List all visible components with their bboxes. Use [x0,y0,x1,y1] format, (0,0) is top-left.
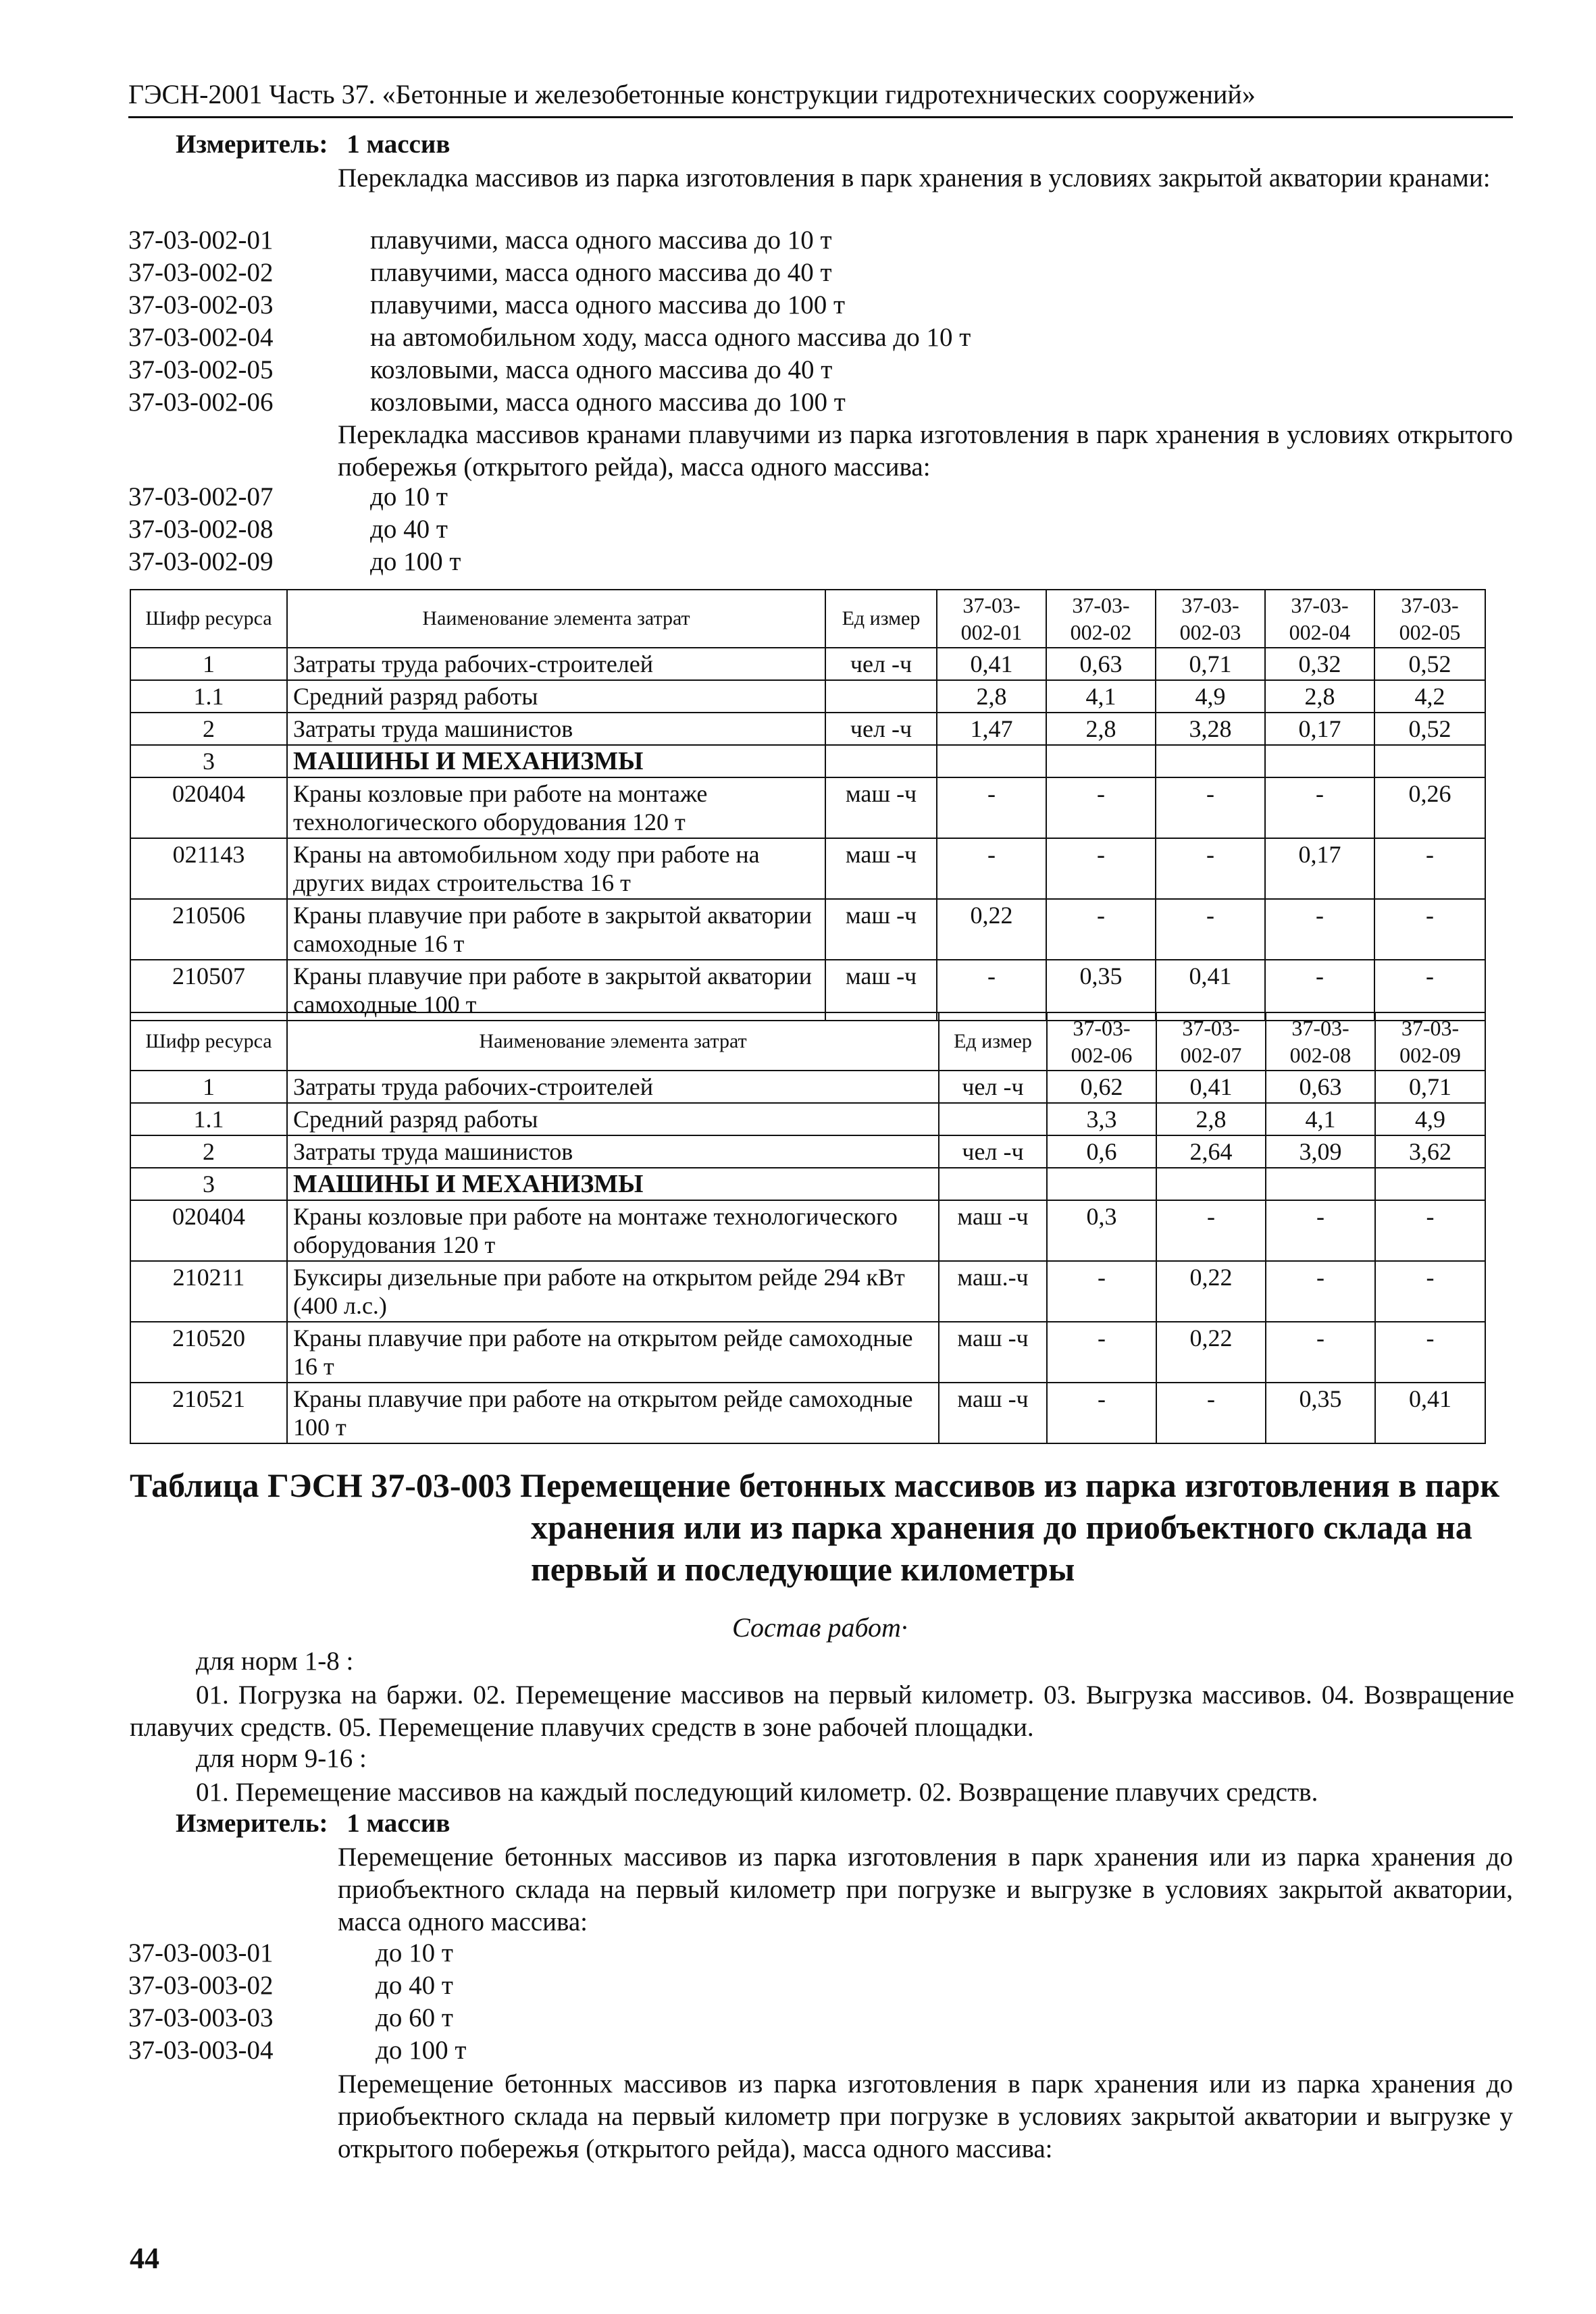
table-row [130,1135,1485,1168]
value-cell: - [1266,1261,1375,1322]
unit-cell: маш -ч [825,960,937,1021]
cost-element-name: Краны плавучие при работе на открытом рейде самоходные 100 т [287,1383,939,1443]
resource-code: 1 [130,648,287,680]
cost-element-name: Затраты труда машинистов [287,713,825,745]
value-cell: 0,63 [1046,648,1156,680]
norms-text-2: 01. Перемещение массивов на каждый последующий километр. 02. Возвращение плавучих средств. [196,1778,1318,1807]
value-cell: - [1047,1261,1156,1322]
table-row [130,1322,1485,1383]
unit-cell [939,1168,1047,1200]
item-code: 37-03-002-03 [128,290,274,319]
header-unit: Ед измер [939,1012,1047,1071]
table-row [130,777,1485,838]
item-text: плавучими, масса одного массива до 100 т [370,290,846,319]
value-cell: - [1046,777,1156,838]
value-cell [1156,745,1265,777]
value-cell: 4,1 [1046,680,1156,713]
resource-table-1 [130,589,1486,1021]
table-row [130,648,1485,680]
value-cell: 0,17 [1265,713,1374,745]
cost-element-name: Краны плавучие при работе в закрытой акватории самоходные 16 т [287,899,825,960]
table-row [130,745,1485,777]
item-code: 37-03-002-07 [128,482,274,511]
value-cell: 0,52 [1374,713,1485,745]
item-text: до 40 т [376,1971,453,2000]
value-cell [1156,1168,1266,1200]
value-cell: 0,62 [1047,1071,1156,1103]
cost-element-name: МАШИНЫ И МЕХАНИЗМЫ [287,745,825,777]
value-cell: - [937,960,1046,1021]
header-norm: 37-03- 002-05 [1374,590,1485,648]
value-cell: - [1047,1383,1156,1443]
item-text: до 40 т [370,515,448,544]
value-cell: 0,41 [937,648,1046,680]
value-cell: 0,6 [1047,1135,1156,1168]
unit-cell: чел -ч [825,713,937,745]
header-norm: 37-03- 002-09 [1375,1012,1485,1071]
section-title-line-1: Таблица ГЭСН 37-03-003 Перемещение бетонных массивов из парка изготовления в парк [130,1466,1500,1504]
value-cell: 3,3 [1047,1103,1156,1135]
resource-code: 210520 [130,1322,287,1383]
resource-code: 020404 [130,1200,287,1261]
value-cell: - [1156,899,1265,960]
item-code: 37-03-002-05 [128,355,274,384]
resource-code: 210211 [130,1261,287,1322]
intro-paragraph-2: Перекладка массивов кранами плавучими из парка изготовления в парк хранения в условиях открытого побережья (открытого рейда), масса одного массива: [338,420,1513,482]
resource-code: 2 [130,1135,287,1168]
item-code: 37-03-002-02 [128,258,274,287]
value-cell: 0,35 [1266,1383,1375,1443]
table-row [130,1261,1485,1322]
value-cell: - [1266,1322,1375,1383]
value-cell: 2,64 [1156,1135,1266,1168]
page-number: 44 [130,2242,159,2275]
unit-cell: маш -ч [825,899,937,960]
resource-code: 020404 [130,777,287,838]
resource-code: 1.1 [130,680,287,713]
item-code: 37-03-002-09 [128,547,274,576]
value-cell: - [1375,1200,1485,1261]
header-name: Наименование элемента затрат [287,590,825,648]
measure-label: Измеритель: [176,1809,328,1838]
value-cell: 0,32 [1265,648,1374,680]
resource-code: 1 [130,1071,287,1103]
value-cell: 0,41 [1156,960,1265,1021]
value-cell: - [1265,777,1374,838]
value-cell: 4,1 [1266,1103,1375,1135]
composition-heading: Состав работ· [732,1612,908,1643]
item-text: до 60 т [376,2003,453,2032]
item-code: 37-03-003-01 [128,1938,274,1968]
value-cell: 0,22 [937,899,1046,960]
table-row [130,680,1485,713]
value-cell: 3,28 [1156,713,1265,745]
section-title-line-3: первый и последующие километры [531,1550,1075,1588]
resource-code: 021143 [130,838,287,899]
cost-element-name: Средний разряд работы [287,680,825,713]
cost-element-name: Затраты труда рабочих-строителей [287,648,825,680]
item-code: 37-03-003-03 [128,2003,274,2032]
intro-paragraph-3: Перемещение бетонных массивов из парка изготовления в парк хранения или из парка хранения до приобъектного склада на первый километр при погрузке и выгрузке в условиях закрытой акватории, масса одного массива: [338,1843,1513,1936]
value-cell: - [1156,777,1265,838]
item-text: плавучими, масса одного массива до 10 т [370,226,832,255]
item-text: до 10 т [370,482,448,511]
unit-cell [825,680,937,713]
norms-label-2: для норм 9-16 : [196,1744,367,1773]
norms-text-1: 01. Погрузка на баржи. 02. Перемещение массивов на первый километр. 03. Выгрузка массивов. 04. Возвращение плавучих средств. 05. Перемещение плавучих средств в зоне рабочей площадки. [130,1680,1514,1742]
intro-paragraph-1: Перекладка массивов из парка изготовления в парк хранения в условиях закрытой акватории кранами: [338,163,1491,192]
value-cell: 4,9 [1375,1103,1485,1135]
value-cell [1374,745,1485,777]
norms-label-1: для норм 1-8 : [196,1647,354,1676]
header-name: Наименование элемента затрат [287,1012,939,1071]
measure-line-2 [176,1809,450,1839]
value-cell: 0,35 [1046,960,1156,1021]
value-cell: - [1156,1200,1266,1261]
intro-paragraph-4: Перемещение бетонных массивов из парка изготовления в парк хранения или из парка хранения до приобъектного склада на первый километр при погрузке в условиях закрытой акватории и выгрузке у открытого побережья (открытого рейда), масса одного массива: [338,2069,1513,2163]
resource-table-2 [130,1012,1486,1444]
cost-element-name: Средний разряд работы [287,1103,939,1135]
item-code: 37-03-002-01 [128,226,274,255]
value-cell: 0,22 [1156,1322,1266,1383]
value-cell: 2,8 [937,680,1046,713]
value-cell [1266,1168,1375,1200]
value-cell: 2,8 [1156,1103,1266,1135]
value-cell: - [1374,838,1485,899]
header-code: Шифр ресурса [130,590,287,648]
measure-value: 1 массив [346,130,451,159]
cost-element-name: Буксиры дизельные при работе на открытом рейде 294 кВт (400 л.с.) [287,1261,939,1322]
value-cell: - [1046,838,1156,899]
measure-line-1 [176,130,450,159]
cost-element-name: Краны на автомобильном ходу при работе на других видах строительства 16 т [287,838,825,899]
measure-label: Измеритель: [176,130,328,159]
value-cell: 0,17 [1265,838,1374,899]
header-rule [128,116,1513,118]
value-cell [1265,745,1374,777]
cost-element-name: Затраты труда машинистов [287,1135,939,1168]
value-cell: - [1047,1322,1156,1383]
table-row [130,1071,1485,1103]
value-cell: 0,71 [1375,1071,1485,1103]
item-text: козловыми, масса одного массива до 40 т [370,355,833,384]
value-cell: 4,9 [1156,680,1265,713]
value-cell [937,745,1046,777]
unit-cell: чел -ч [825,648,937,680]
value-cell: - [1156,838,1265,899]
value-cell: 2,8 [1265,680,1374,713]
cost-element-name: Краны козловые при работе на монтаже технологического оборудования 120 т [287,1200,939,1261]
value-cell: - [1046,899,1156,960]
unit-cell [939,1103,1047,1135]
item-text: до 100 т [370,547,461,576]
table-row [130,713,1485,745]
value-cell: 0,71 [1156,648,1265,680]
cost-element-name: Краны козловые при работе на монтаже технологического оборудования 120 т [287,777,825,838]
header-norm: 37-03- 002-01 [937,590,1046,648]
value-cell: 0,41 [1156,1071,1266,1103]
unit-cell: маш -ч [825,838,937,899]
value-cell: 0,41 [1375,1383,1485,1443]
resource-code: 3 [130,1168,287,1200]
value-cell: - [1265,899,1374,960]
cost-element-name: МАШИНЫ И МЕХАНИЗМЫ [287,1168,939,1200]
header-norm: 37-03- 002-04 [1265,590,1374,648]
value-cell: 0,63 [1266,1071,1375,1103]
header-norm: 37-03- 002-08 [1266,1012,1375,1071]
value-cell: 3,09 [1266,1135,1375,1168]
header-norm: 37-03- 002-02 [1046,590,1156,648]
item-text: плавучими, масса одного массива до 40 т [370,258,832,287]
unit-cell [825,745,937,777]
table-row [130,1383,1485,1443]
unit-cell: маш -ч [939,1383,1047,1443]
value-cell: 0,22 [1156,1261,1266,1322]
table-row [130,1103,1485,1135]
resource-code: 210507 [130,960,287,1021]
value-cell: - [1265,960,1374,1021]
running-header: ГЭСН-2001 Часть 37. «Бетонные и железобетонные конструкции гидротехнических сооружений» [128,79,1256,109]
header-norm: 37-03- 002-03 [1156,590,1265,648]
item-text: до 100 т [376,2036,467,2065]
unit-cell: чел -ч [939,1071,1047,1103]
value-cell: 0,52 [1374,648,1485,680]
measure-value: 1 массив [346,1809,451,1838]
table-header-row [130,590,1485,648]
value-cell [1047,1168,1156,1200]
item-text: козловыми, масса одного массива до 100 т [370,388,846,417]
cost-element-name: Затраты труда рабочих-строителей [287,1071,939,1103]
unit-cell: маш -ч [939,1200,1047,1261]
resource-code: 1.1 [130,1103,287,1135]
item-code: 37-03-003-02 [128,1971,274,2000]
unit-cell: чел -ч [939,1135,1047,1168]
table-row [130,1168,1485,1200]
value-cell: 1,47 [937,713,1046,745]
item-text: на автомобильном ходу, масса одного массива до 10 т [370,323,971,352]
item-code: 37-03-003-04 [128,2036,274,2065]
header-norm: 37-03- 002-06 [1047,1012,1156,1071]
value-cell: 0,26 [1374,777,1485,838]
table-row [130,838,1485,899]
value-cell [1375,1168,1485,1200]
value-cell: - [1374,899,1485,960]
table-row [130,899,1485,960]
resource-code: 210506 [130,899,287,960]
resource-code: 2 [130,713,287,745]
value-cell: 3,62 [1375,1135,1485,1168]
unit-cell: маш.-ч [939,1261,1047,1322]
unit-cell: маш -ч [939,1322,1047,1383]
resource-code: 3 [130,745,287,777]
value-cell: 4,2 [1374,680,1485,713]
value-cell: - [1375,1261,1485,1322]
table-header-row [130,1012,1485,1071]
cost-element-name: Краны плавучие при работе на открытом рейде самоходные 16 т [287,1322,939,1383]
value-cell: - [1266,1200,1375,1261]
unit-cell: маш -ч [825,777,937,838]
value-cell: - [937,777,1046,838]
header-code: Шифр ресурса [130,1012,287,1071]
value-cell [1046,745,1156,777]
value-cell: - [1375,1322,1485,1383]
value-cell: 2,8 [1046,713,1156,745]
item-code: 37-03-002-08 [128,515,274,544]
item-text: до 10 т [376,1938,453,1968]
value-cell: - [937,838,1046,899]
value-cell: - [1156,1383,1266,1443]
cost-element-name: Краны плавучие при работе в закрытой акватории самоходные 100 т [287,960,825,1021]
header-unit: Ед измер [825,590,937,648]
header-norm: 37-03- 002-07 [1156,1012,1266,1071]
item-code: 37-03-002-04 [128,323,274,352]
resource-code: 210521 [130,1383,287,1443]
table-row [130,1200,1485,1261]
value-cell: 0,3 [1047,1200,1156,1261]
section-title-line-2: хранения или из парка хранения до приобъектного склада на [531,1508,1472,1546]
item-code: 37-03-002-06 [128,388,274,417]
value-cell: - [1374,960,1485,1021]
